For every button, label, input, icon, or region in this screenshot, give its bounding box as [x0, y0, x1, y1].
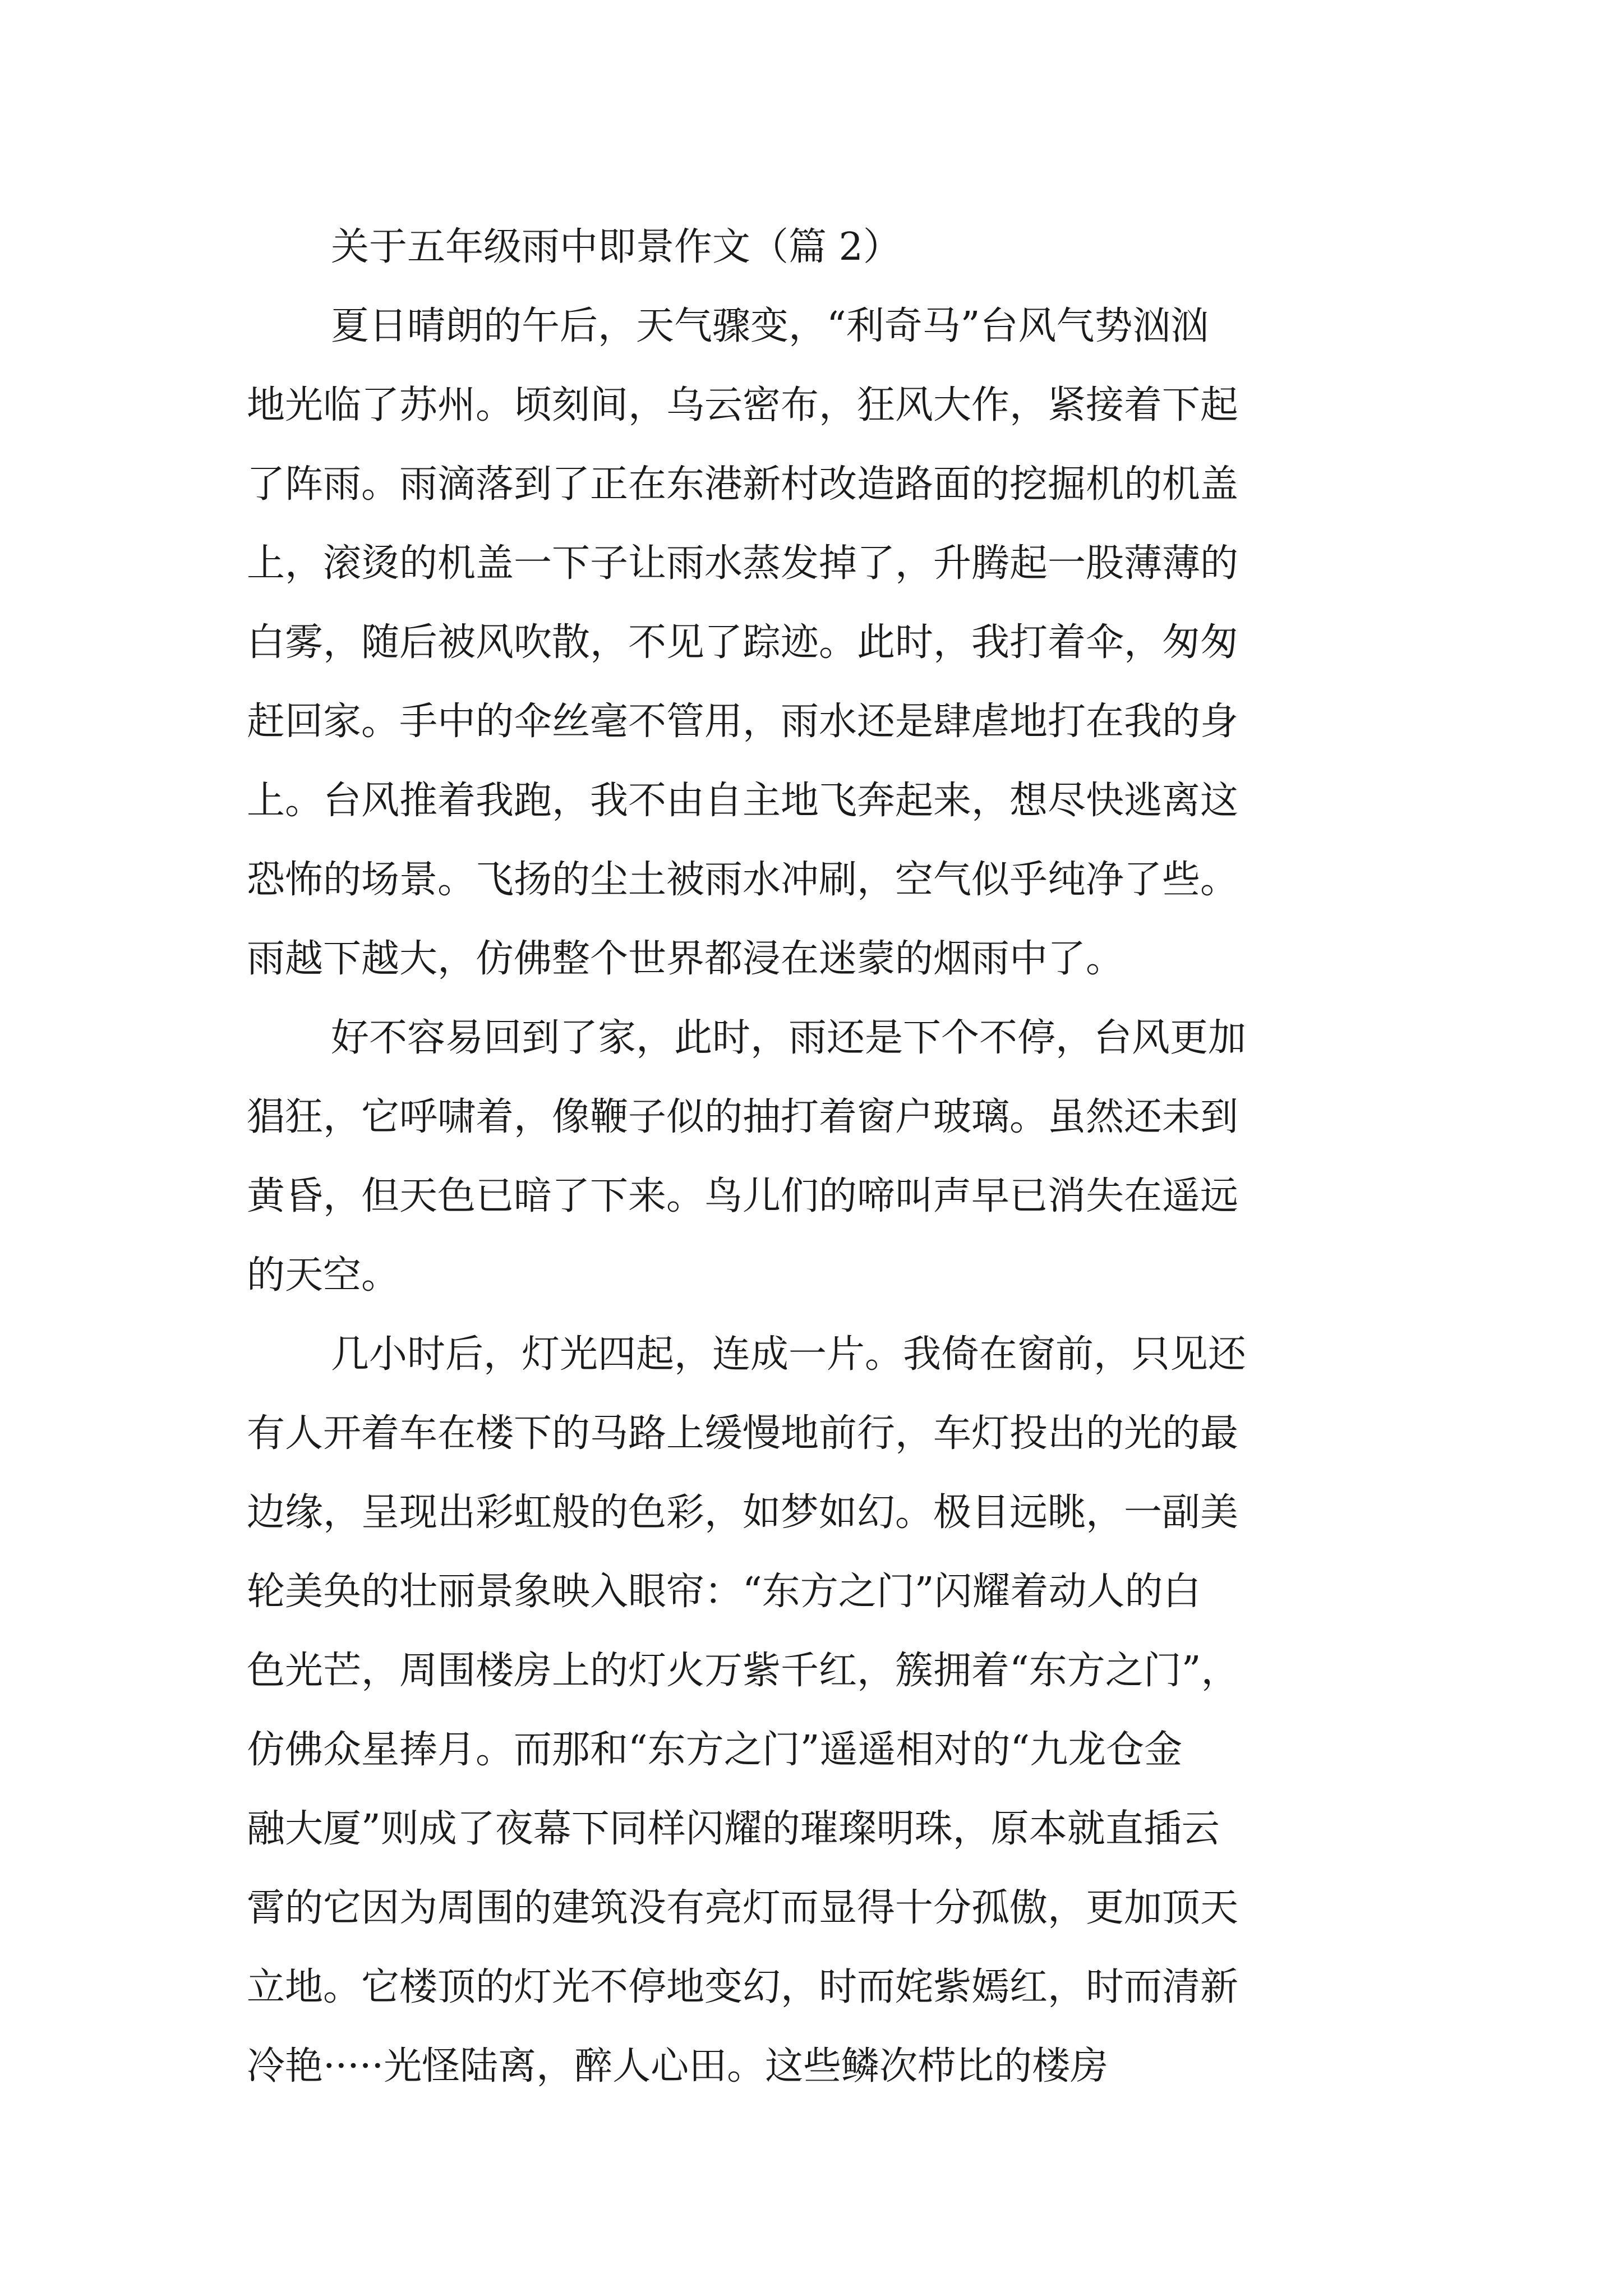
paragraph-line: 好不容易回到了家，此时，雨还是下个不停，台风更加	[331, 1016, 1247, 1060]
paragraph-line: 色光芒，周围楼房上的灯火万紫千红，簇拥着“东方之门”，	[247, 1649, 1239, 1693]
paragraph-line: 白雾，随后被风吹散，不见了踪迹。此时，我打着伞，匆匆	[247, 620, 1239, 665]
paragraph-line: 赶回家。手中的伞丝毫不管用，雨水还是肆虐地打在我的身	[247, 700, 1239, 744]
paragraph-line: 霄的它因为周围的建筑没有亮灯而显得十分孤傲，更加顶天	[247, 1886, 1239, 1930]
paragraph-line: 夏日晴朗的午后，天气骤变，“利奇马”台风气势汹汹	[331, 304, 1209, 348]
paragraph-line: 仿佛众星捧月。而那和“东方之门”遥遥相对的“九龙仓金	[247, 1728, 1183, 1772]
paragraph-line: 轮美奂的壮丽景象映入眼帘：“东方之门”闪耀着动人的白	[247, 1570, 1201, 1614]
paragraph-line: 上，滚烫的机盖一下子让雨水蒸发掉了，升腾起一股薄薄的	[247, 541, 1239, 586]
paragraph-line: 恐怖的场景。飞扬的尘土被雨水冲刷，空气似乎纯净了些。	[247, 858, 1239, 902]
document-body	[247, 208, 1391, 2106]
paragraph-line: 的天空。	[247, 1253, 400, 1297]
paragraph-3	[247, 1315, 1391, 2106]
paragraph-2	[247, 999, 1391, 1315]
paragraph-line: 有人开着车在楼下的马路上缓慢地前行，车灯投出的光的最	[247, 1411, 1239, 1456]
paragraph-line: 猖狂，它呼啸着，像鞭子似的抽打着窗户玻璃。虽然还未到	[247, 1095, 1239, 1139]
paragraph-line: 了阵雨。雨滴落到了正在东港新村改造路面的挖掘机的机盖	[247, 462, 1239, 507]
paragraph-line: 融大厦”则成了夜幕下同样闪耀的璀璨明珠，原本就直插云	[247, 1807, 1220, 1851]
paragraph-line: 边缘，呈现出彩虹般的色彩，如梦如幻。极目远眺，一副美	[247, 1490, 1239, 1535]
paragraph-line: 几小时后，灯光四起，连成一片。我倚在窗前，只见还	[331, 1332, 1247, 1377]
document-title: 关于五年级雨中即景作文（篇 2）	[331, 225, 901, 269]
paragraph-line: 冷艳·····光怪陆离，醉人心田。这些鳞次栉比的楼房	[247, 2044, 1109, 2088]
paragraph-line: 上。台风推着我跑，我不由自主地飞奔起来，想尽快逃离这	[247, 779, 1239, 823]
paragraph-line: 雨越下越大，仿佛整个世界都浸在迷蒙的烟雨中了。	[247, 937, 1124, 981]
paragraph-line: 立地。它楼顶的灯光不停地变幻，时而姹紫嫣红，时而清新	[247, 1965, 1239, 2009]
paragraph-line: 黄昏，但天色已暗了下来。鸟儿们的啼叫声早已消失在遥远	[247, 1174, 1239, 1218]
paragraph-line: 地光临了苏州。顷刻间，乌云密布，狂风大作，紧接着下起	[247, 383, 1239, 427]
paragraph-1	[247, 287, 1391, 999]
